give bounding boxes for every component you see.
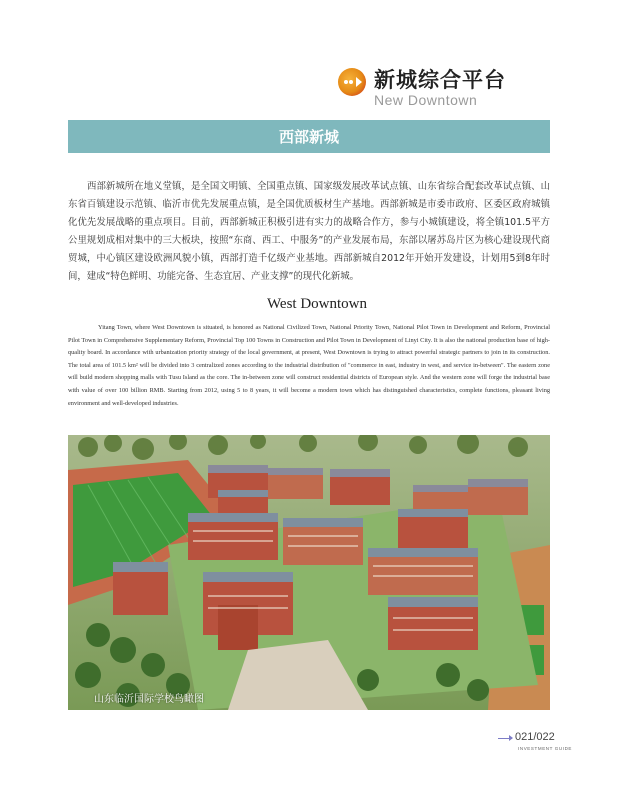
english-body-text: Yitang Town, where West Downtown is situated, is honored as National Civilized Town, National Priority Town, National Pilot Town in Development and Reform, Provincial Pilot Town in Comprehensive Supplementary Reform, Provincial Top 100 Towns in Construction and Pilot Town in Development of Linyi City. It is also the national production base of high-quality board. In accordance with urbanization priority strategy of the local government, at present, West Downtown is trying to attract powerful strategic partners to join in its construction. The total area of 101.5 km² will be divided into 3 centralized zones according to the industrial distribution of "commerce in east, industry in west, and service in-between". The eastern zone will build modern shopping malls with Tusu Island as the core. The in-between zone will construct residential districts of European style. And the western zone will forge the industrial base with value of over 100 billion RMB. Starting from 2012, using 5 to 8 years, it will become a modern town which has distinguished characteristics, complete functions, pleasant living environment and well-developed industries. xyxy=(68,324,550,407)
header-title: 新城综合平台 xyxy=(374,68,506,92)
footer-guide: INVESTMENT GUIDE xyxy=(518,746,573,751)
arrow-right-icon xyxy=(498,738,512,739)
section-title: 西部新城 xyxy=(278,128,339,146)
chinese-body-text: 西部新城所在地义堂镇，是全国文明镇、全国重点镇、国家级发展改革试点镇、山东省综合配套改革试点镇、山东省百镇建设示范镇、临沂市优先发展重点镇，是全国优质板材生产基地。西部新城是市委市政府、区委区政府城镇化优先发展战略的重点项目。目前，西部新城正积极引进有实力的战略合作方，参与小城镇建设，将全镇101.5平方公里规划成相对集中的三大板块，按照“东商、西工、中服务”的产业发展布局，东部以屠苏岛片区为核心建设现代商贸城，中心镇区建设欧洲风貌小镇，西部打造千亿级产业基地。西部新城自2012年开始开发建设，计划用5到8年时间，建成“特色鲜明、功能完备、生态宜居、产业支撑”的现代化新城。 xyxy=(68,181,550,282)
aerial-photo xyxy=(68,435,550,710)
english-title: West Downtown xyxy=(266,296,368,312)
logo-icon xyxy=(338,68,366,96)
page-number: 021/022 xyxy=(515,731,555,743)
header-subtitle: New Downtown xyxy=(374,92,478,108)
photo-caption: 山东临沂国际学校鸟瞰图 xyxy=(94,694,204,705)
section-title-bar xyxy=(68,120,550,153)
